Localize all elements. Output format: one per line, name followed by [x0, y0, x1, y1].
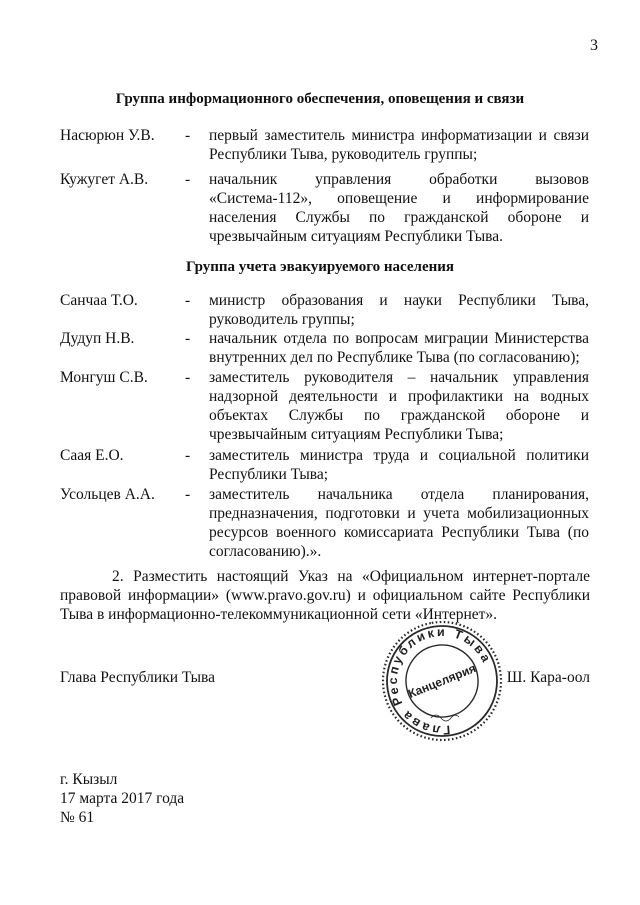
page-number: 3	[590, 37, 598, 54]
office-stamp	[379, 618, 505, 744]
paragraph-2: 2. Разместить настоящий Указ на «Официальном интернет-портале правовой информации» (www.pravo.gov.ru) и официальном сайте Республики Тыва в информационно-телекоммуникационной сети «Интернет».	[60, 568, 590, 623]
section-title-information: Группа информационного обеспечения, оповещения и связи	[115, 91, 525, 107]
stamp-center-text: Канцелярия	[406, 661, 478, 701]
member-name: Санчаа Т.О.	[60, 292, 138, 309]
stamp-ring-text: Глава Республики Тыва	[385, 624, 495, 738]
footer-number: № 61	[60, 809, 95, 826]
member-role: заместитель начальника отдела планирования, предназначения, подготовки и учета мобилизационных ресурсов военного комиссариата Республики Тыва (по согласованию).».	[209, 486, 589, 560]
member-role: начальник отдела по вопросам миграции Министерства внутренних дел по Республике Тыва (по согласованию);	[209, 330, 589, 366]
member-dash: -	[185, 171, 191, 188]
member-role: министр образования и науки Республики Тыва, руководитель группы;	[209, 292, 589, 328]
member-dash: -	[185, 127, 191, 144]
member-role: начальник управления обработки вызовов «Система-112», оповещение и информирование населения Службы по гражданской обороне и чрезвычайным ситуациям Республики Тыва.	[209, 171, 589, 245]
member-dash: -	[185, 330, 191, 347]
footer-city: г. Кызыл	[60, 771, 118, 788]
signature-title: Глава Республики Тыва	[60, 669, 216, 686]
signature-name: Ш. Кара-оол	[506, 669, 590, 686]
section-title-evacuation: Группа учета эвакуируемого населения	[185, 259, 454, 275]
member-name: Монгуш С.В.	[60, 369, 148, 386]
member-dash: -	[185, 447, 191, 464]
member-role: заместитель руководителя – начальник управления надзорной деятельности и профилактики на водных объектах Службы по гражданской обороне и чрезвычайным ситуациям Республики Тыва;	[209, 369, 589, 443]
footer-date: 17 марта 2017 года	[60, 790, 185, 807]
member-name: Саая Е.О.	[60, 447, 124, 464]
member-name: Насюрюн У.В.	[60, 127, 155, 144]
member-role: первый заместитель министра информатизации и связи Республики Тыва, руководитель группы;	[209, 127, 589, 163]
member-name: Усольцев А.А.	[60, 486, 155, 503]
member-role: заместитель министра труда и социальной политики Республики Тыва;	[209, 447, 589, 483]
member-name: Дудуп Н.В.	[60, 330, 135, 347]
member-dash: -	[185, 292, 191, 309]
member-dash: -	[185, 369, 191, 386]
member-name: Кужугет А.В.	[60, 171, 149, 188]
member-dash: -	[185, 486, 191, 503]
